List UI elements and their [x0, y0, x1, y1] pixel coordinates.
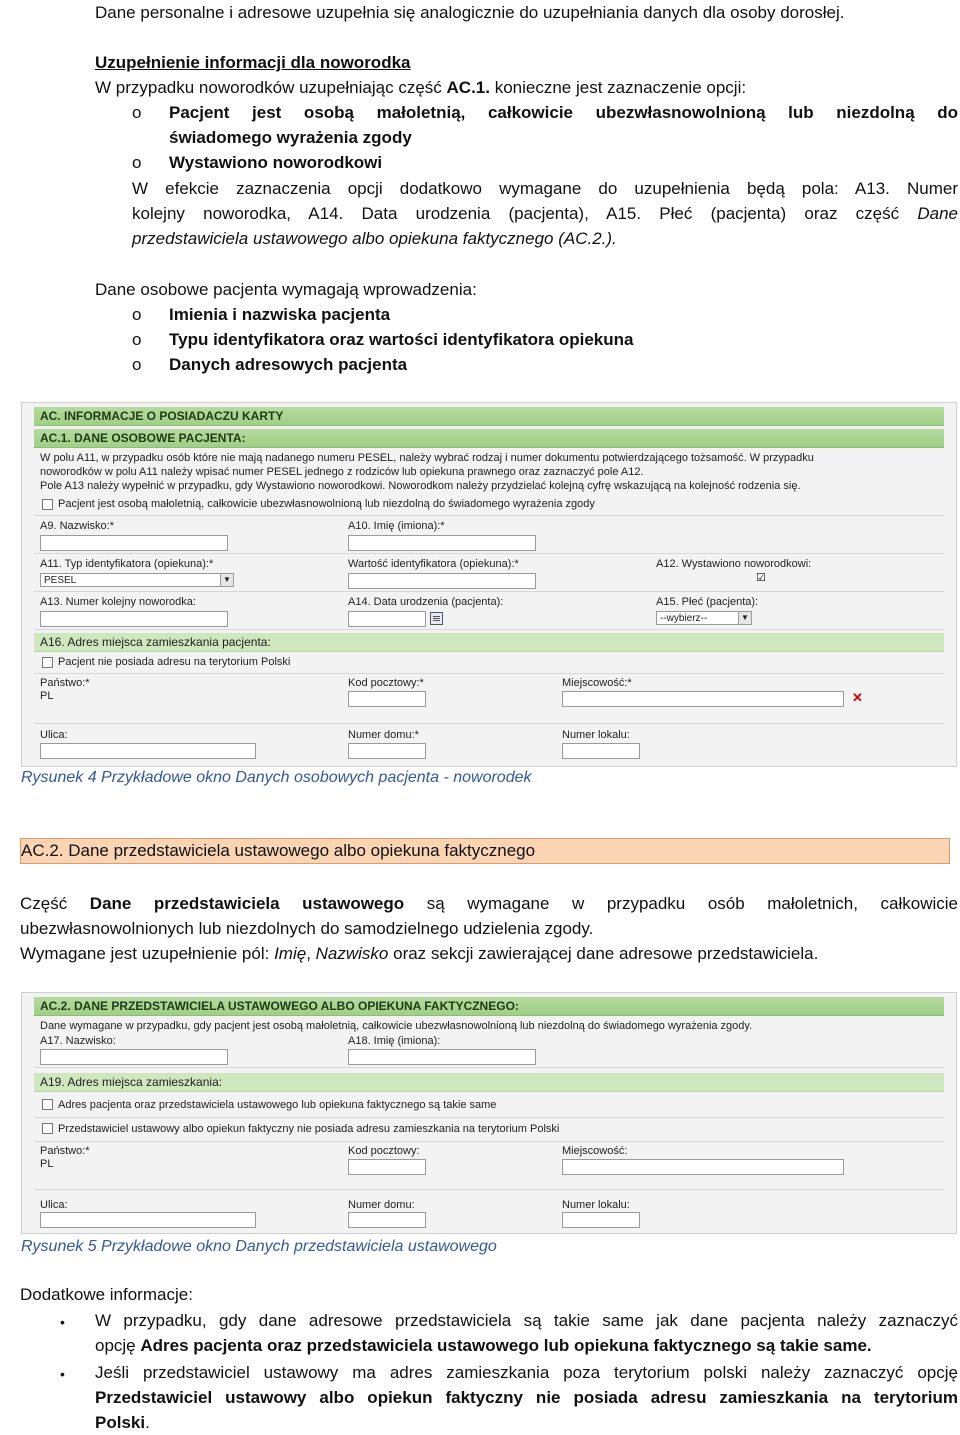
a15-sex-select[interactable] [656, 611, 752, 625]
rep-postal-code-input[interactable] [348, 1159, 426, 1175]
figure-caption-4: Rysunek 4 Przykładowe okno Danych osobowych pacjenta - noworodek [21, 769, 532, 786]
form-info-line: W polu A11, w przypadku osób które nie mają nadanego numeru PESEL, należy wybrać rodzaj i numer dokumentu potwierdzającego tożsamość. W przypadku [40, 452, 814, 464]
ac2-line-3-name: Imię [274, 944, 307, 963]
extra-b2-line-2: Przedstawiciel ustawowy albo opiekun faktyczny nie posiada adresu zamieszkania na terytorium [95, 1388, 958, 1407]
rep-country-value: PL [40, 1158, 54, 1170]
form2-section-title: AC.2. DANE PRZEDSTAWICIELA USTAWOWEGO ALBO OPIEKUNA FAKTYCZNEGO: [34, 997, 944, 1016]
list-item: Imienia i nazwiska pacjenta [169, 305, 391, 324]
extra-b1-bold: Adres pacjenta oraz przedstawiciela ustawowego lub opiekuna faktycznego są takie same. [140, 1336, 872, 1355]
extra-b2-line-1: Jeśli przedstawiciel ustawowy ma adres zamieszkania poza terytorium polski należy zaznaczyć opcję [95, 1363, 958, 1382]
form2-info: Dane wymagane w przypadku, gdy pacjent jest osobą małoletnią, całkowicie ubezwłasnowolnioną lub niezdolną do świadomego wyrażenia zgody. [40, 1020, 753, 1032]
effect-line-2 [132, 201, 958, 226]
street-input[interactable] [40, 743, 256, 759]
extra-heading: Dodatkowe informacje: [20, 1285, 193, 1304]
error-icon: ✕ [852, 690, 863, 705]
a13-label: A13. Numer kolejny noworodka: [40, 596, 196, 608]
ac2-line-1-bold: Dane przedstawiciela ustawowego [89, 894, 405, 913]
newborn-line [95, 75, 958, 100]
row-names [34, 517, 944, 554]
row-rep-address-1 [34, 1143, 944, 1190]
rep-street-input[interactable] [40, 1212, 256, 1228]
effect-line-2-italic: Dane [917, 204, 958, 223]
ac2-line-3-sep: , [306, 944, 316, 963]
effect-line-1: W efekcie zaznaczenia opcji dodatkowo wymagane do uzupełnienia będą pola: A13. Numer [132, 179, 958, 198]
a9-label: A9. Nazwisko:* [40, 520, 114, 532]
newborn-line-pre: W przypadku noworodków uzupełniając część [95, 78, 447, 97]
chevron-down-icon: ▼ [738, 612, 751, 624]
no-address-label: Pacjent nie posiada adresu na terytorium Polski [58, 656, 291, 668]
figure-caption-5: Rysunek 5 Przykładowe okno Danych przedstawiciela ustawowego [21, 1238, 497, 1255]
a9-surname-input[interactable] [40, 535, 228, 551]
patient-data-intro: Dane osobowe pacjenta wymagają wprowadzenia: [95, 280, 477, 299]
a11-type-select[interactable] [40, 573, 234, 587]
row-no-address [34, 653, 944, 674]
house-number-input[interactable] [348, 743, 426, 759]
rep-apt-label: Numer lokalu: [562, 1199, 630, 1211]
list-bullet: o [132, 355, 142, 374]
same-address-label: Adres pacjenta oraz przedstawiciela ustawowego lub opiekuna faktycznego są takie same [58, 1099, 497, 1111]
a17-label: A17. Nazwisko: [40, 1035, 116, 1047]
row-rep-no-address [34, 1119, 944, 1142]
representative-form-screenshot [21, 992, 957, 1234]
newborn-heading: Uzupełnienie informacji dla noworodka [95, 53, 411, 72]
a10-name-input[interactable] [348, 535, 536, 551]
a16-section-title: A16. Adres miejsca zamieszkania pacjenta: [34, 633, 944, 652]
ac2-line-3-post: oraz sekcji zawierającej dane adresowe przedstawiciela. [388, 944, 819, 963]
row-minor [34, 495, 944, 516]
ac2-line-3 [20, 941, 818, 966]
bullet-dot: • [60, 1366, 65, 1382]
a15-label: A15. Płeć (pacjenta): [656, 596, 759, 608]
extra-b1-line-2 [95, 1333, 872, 1358]
ac2-line-1-post: są wymagane w przypadku osób małoletnich, całkowicie [426, 894, 958, 913]
city-input[interactable] [562, 691, 844, 707]
minor-checkbox[interactable] [42, 499, 53, 510]
row-address-1 [34, 675, 944, 724]
list-item: Typu identyfikatora oraz wartości identyfikatora opiekuna [169, 330, 634, 349]
a11-value-input[interactable] [348, 573, 536, 589]
rep-country-label: Państwo:* [40, 1145, 90, 1157]
effect-line-2-text: kolejny noworodka, A14. Data urodzenia (pacjenta), A15. Płeć (pacjenta) oraz część [132, 204, 900, 223]
newborn-line-post: konieczne jest zaznaczenie opcji: [489, 78, 747, 97]
option-minor: Pacjent jest osobą małoletnią, całkowicie ubezwłasnowolnioną lub niezdolną do [169, 103, 958, 122]
a14-date-input[interactable] [348, 611, 426, 627]
extra-b2-line-3 [95, 1410, 150, 1435]
city-label: Miejscowość:* [562, 677, 632, 689]
calendar-icon[interactable] [430, 612, 443, 625]
ac2-line-2: ubezwłasnowolnionych lub niezdolnych do samodzielnego udzielenia zgody. [20, 919, 594, 938]
row-rep-names [34, 1033, 944, 1068]
minor-checkbox-label: Pacjent jest osobą małoletnią, całkowicie ubezwłasnowolnioną lub niezdolną do świadomego wyrażenia zgody [58, 498, 595, 510]
rep-no-address-label: Przedstawiciel ustawowy albo opiekun faktyczny nie posiada adresu zamieszkania na terytorium Polski [58, 1123, 560, 1135]
rep-postal-label: Kod pocztowy: [348, 1145, 420, 1157]
a12-checkbox-checked[interactable]: ☑ [756, 572, 766, 584]
list-bullet: o [132, 330, 142, 349]
list-bullet: o [132, 305, 142, 324]
a17-surname-input[interactable] [40, 1049, 228, 1065]
rep-apt-number-input[interactable] [562, 1212, 640, 1228]
a19-section-title: A19. Adres miejsca zamieszkania: [34, 1073, 944, 1092]
ac2-line-3-surname: Nazwisko [315, 944, 389, 963]
a18-label: A18. Imię (imiona): [348, 1035, 441, 1047]
a11b-label: Wartość identyfikatora (opiekuna):* [348, 558, 519, 570]
a10-label: A10. Imię (imiona):* [348, 520, 445, 532]
apt-label: Numer lokalu: [562, 729, 630, 741]
row-same-address [34, 1095, 944, 1118]
rep-city-input[interactable] [562, 1159, 844, 1175]
bullet-dot: • [60, 1314, 65, 1330]
extra-b2-period: . [145, 1413, 150, 1432]
extra-b2-bold-end: Polski [95, 1413, 146, 1432]
form-info [40, 451, 938, 493]
a14-label: A14. Data urodzenia (pacjenta): [348, 596, 504, 608]
ac2-line-1-pre: Część [20, 894, 68, 913]
apt-number-input[interactable] [562, 743, 640, 759]
patient-form-screenshot [21, 402, 957, 767]
street-label: Ulica: [40, 729, 68, 741]
row-identifier [34, 555, 944, 592]
a11-label: A11. Typ identyfikatora (opiekuna):* [40, 558, 214, 570]
ac2-line-1 [20, 891, 958, 916]
ac2-heading: AC.2. Dane przedstawiciela ustawowego albo opiekuna faktycznego [20, 838, 950, 864]
intro-line: Dane personalne i adresowe uzupełnia się analogicznie do uzupełniania danych dla osoby dorosłej. [95, 3, 845, 22]
rep-no-address-checkbox[interactable] [42, 1123, 53, 1134]
option-bullet: o [132, 153, 142, 172]
rep-city-label: Miejscowość: [562, 1145, 628, 1157]
a12-label: A12. Wystawiono noworodkowi: [656, 558, 812, 570]
a13-number-input[interactable] [40, 611, 228, 627]
country-label: Państwo:* [40, 677, 90, 689]
form-info-line: Pole A13 należy wypełnić w przypadku, gdy Wystawiono noworodkowi. Noworodkom należy przydzielać kolejną cyfrę wskazującą na kolejność rodzenia się. [40, 480, 801, 492]
form-section-title: AC.1. DANE OSOBOWE PACJENTA: [34, 429, 944, 448]
country-value: PL [40, 690, 54, 702]
rep-house-label: Numer domu: [348, 1199, 415, 1211]
option-bullet: o [132, 103, 142, 122]
newborn-line-bold: AC.1. [446, 78, 490, 97]
a15-selected-value: --wybierz-- [660, 613, 708, 624]
extra-b1-pre: opcję [95, 1336, 141, 1355]
house-label: Numer domu:* [348, 729, 419, 741]
no-address-checkbox[interactable] [42, 657, 53, 668]
ac2-line-3-pre: Wymagane jest uzupełnienie pól: [20, 944, 275, 963]
postal-code-input[interactable] [348, 691, 426, 707]
form-info-line: noworodków w polu A11 należy wpisać numer PESEL jednego z rodziców lub opiekuna prawnego oraz zaznaczyć pole A12. [40, 466, 644, 478]
extra-b1-line-1: W przypadku, gdy dane adresowe przedstawiciela są takie same jak dane pacjenta należy zaznaczyć [95, 1311, 958, 1330]
option-newborn: Wystawiono noworodkowi [169, 153, 383, 172]
chevron-down-icon: ▼ [220, 574, 233, 586]
rep-house-number-input[interactable] [348, 1212, 426, 1228]
row-newborn-details [34, 593, 944, 630]
form-title: AC. INFORMACJE O POSIADACZU KARTY [34, 407, 944, 426]
option-minor-cont: świadomego wyrażenia zgody [169, 128, 412, 147]
row-address-2 [34, 727, 944, 761]
rep-street-label: Ulica: [40, 1199, 68, 1211]
list-item: Danych adresowych pacjenta [169, 355, 408, 374]
same-address-checkbox[interactable] [42, 1099, 53, 1110]
effect-line-3: przedstawiciela ustawowego albo opiekuna faktycznego (AC.2.). [132, 229, 617, 248]
row-rep-address-2 [34, 1193, 944, 1227]
a11-selected-value: PESEL [44, 575, 77, 586]
postal-label: Kod pocztowy:* [348, 677, 424, 689]
a18-name-input[interactable] [348, 1049, 536, 1065]
